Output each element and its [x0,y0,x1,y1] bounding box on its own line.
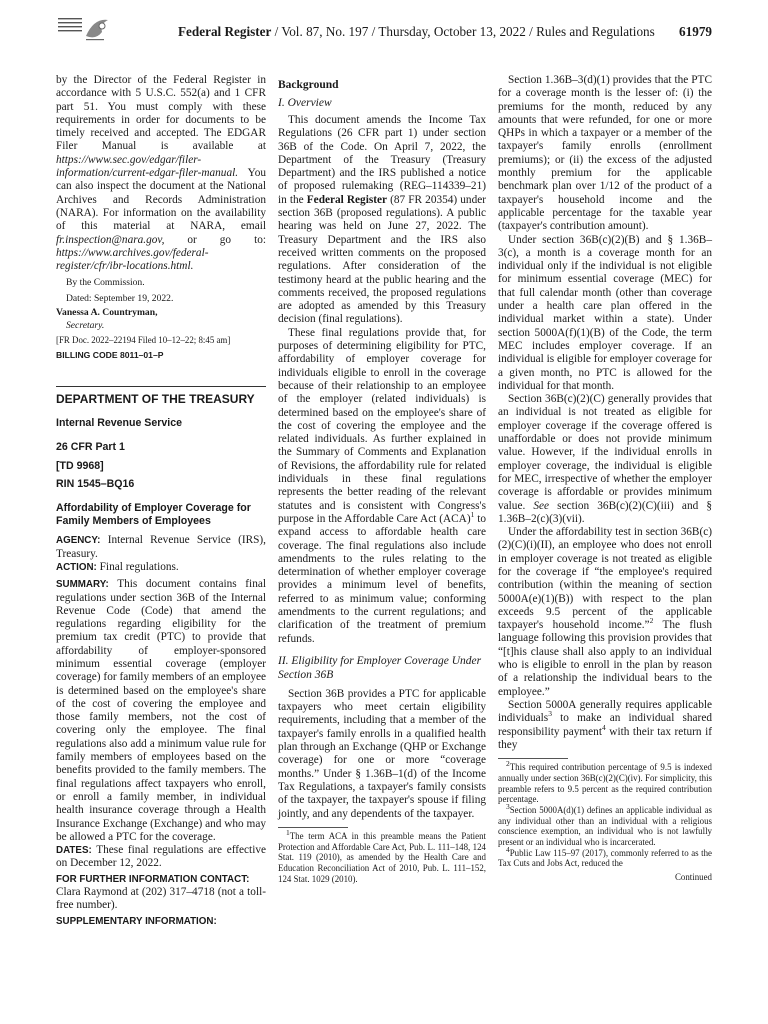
footnotes-col3 [498,759,712,869]
department-heading: DEPARTMENT OF THE TREASURY [56,386,266,406]
signer-title: Secretary. [66,320,105,332]
by-commission: By the Commission. [66,277,145,289]
signer-name: Vanessa A. Countryman, [56,306,158,318]
contact-text: Clara Raymond at (202) 317–4718 (not a toll-free number). [56,886,266,912]
footnote-4: $^4$Public Law 115–97 (2017), commonly referred to as the Tax Cuts and Jobs Act, reduced the [498,844,712,869]
intro-paragraph: by the Director of the Federal Register in accordance with 5 U.S.C. 552(a) and 1 CFR part 51. You must comply with these requirements in order for documents to be timely received and accepted. The EDGAR Filer Manual is available at https://www.sec.gov/edgar/filer-information/current-edgar-filer-manual. You can also inspect the document at the National Archives and Records Administration (NARA). For information on the availability of this material at NARA, email fr.inspection@nara.gov, or go to: https://www.archives.gov/federal-register/cfr/ibr-locations.html. [56,74,266,273]
column-3 [498,74,712,884]
edgar-manual-link[interactable]: https://www.sec.gov/edgar/filer-information/current-edgar-filer-manual. [56,153,239,180]
nara-email-link[interactable]: fr.inspection@nara.gov, [56,233,165,246]
page-header [56,14,712,50]
journal-name: Federal Register [178,24,272,39]
contact-label: FOR FURTHER INFORMATION CONTACT: [56,873,250,885]
dates-field: DATES: These final regulations are effective on December 12, 2022. [56,844,266,870]
section-2-paragraph: Section 36B provides a PTC for applicable taxpayers who meet certain eligibility requirements, including that a member of the taxpayer's family enrolls in a qualified health plan through an Exchange (QHP or Exchange coverage) for one or more “coverage months.” Under § 1.36B–1(d) of the Income Tax Regulations, a taxpayer's family consists of the taxpayer, the taxpayer's spouse if filing jointly, and any dependents of the taxpayer. [278,687,486,820]
col3-paragraph-4: Under the affordability test in section 36B(c)(2)(C)(i)(II), an employee who does not enroll in employer coverage is not treated as eligible for the coverage if “the employee's required contribution (within the meaning of section 5000A(e)(1)(B)) with respect to the plan exceeds 9.5 percent of the applicable taxpayer's household income.”$^2$ The flush language following this provision provides that “[t]his clause shall also apply to an individual who is eligible to enroll in the plan by reason of a relationship the individual bears to the employee.” [498,526,712,698]
fr-doc-line: [FR Doc. 2022–22194 Filed 10–12–22; 8:45 am] [56,334,231,345]
footnote-2: $^2$This required contribution percentage of 9.5 is indexed annually under section 36B(c)(2)(C)(iv). For simplicity, this preamble refers to 9.5 percent as the required contribution percentage. [498,759,712,805]
column-1 [56,74,266,928]
td-number: [TD 9968] [56,459,104,472]
footnote-ref-3[interactable]: 3 [548,709,552,719]
cfr-part-heading: 26 CFR Part 1 [56,441,125,454]
rin-number: RIN 1545–BQ16 [56,478,135,491]
overview-paragraph-1: This document amends the Income Tax Regulations (26 CFR part 1) under section 36B of the Code. On April 7, 2022, the Department of the Treasury (Treasury Department) and the IRS published a notice of proposed rulemaking (REG–114339–21) in the Federal Register (87 FR 20354) under section 36B (proposed regulations). A public hearing was held on June 27, 2022. The Treasury Department and the IRS also received written comments on the proposed regulations. After consideration of the testimony heard at the public hearing and the comments received, the proposed regulations are adopted as amended by this Treasury decision (final regulations). [278,114,486,326]
col3-paragraph-3: Section 36B(c)(2)(C) generally provides that an individual is not treated as eligible for employer coverage if the coverage offered is unaffordable or does not provide minimum value. However, if the individual enrolls in employer coverage, the individual is eligible for MEC, irrespective of whether the employer coverage is affordable or provides minimum value. See section 36B(c)(2)(C)(iii) and § 1.36B–2(c)(3)(vii). [498,393,712,525]
footnote-ref-1[interactable]: 1 [470,510,475,520]
gpo-authenticated-seal-icon [56,14,120,46]
rule-title: Affordability of Employer Coverage for Family Members of Employees [56,502,251,528]
footnote-ref-2[interactable]: 2 [649,616,654,626]
overview-heading: I. Overview [278,97,332,109]
footnote-ref-4[interactable]: 4 [601,722,606,732]
continued-marker: Continued [675,872,712,883]
col3-paragraph-2: Under section 36B(c)(2)(B) and § 1.36B–3(c), a month is a coverage month for an individual only if the individual is not eligible for minimum essential coverage (MEC) for that full calendar month (other than coverage under a health care plan offered in the individual market within a state). Under section 5000A(f)(1)(B) of the Code, the term MEC includes employer coverage. If an individual is eligible for employer coverage for a given month, no PTC is allowed for the individual for that month. [498,233,712,392]
col3-paragraph-5: Section 5000A generally requires applicable individuals$^3$ to make an individual shared responsibility payment$^4$ with their tax return if they [498,698,712,751]
col3-paragraph-1: Section 1.36B–3(d)(1) provides that the PTC for a coverage month is the lesser of: (i) the premiums for the month, reduced by any amounts that were refunded, for one or more QHPs in which a taxpayer or a member of the taxpayer's family enrolls (enrollment premiums); or (ii) the excess of the adjusted monthly premium for the applicable benchmark plan over 1/12 of the product of a taxpayer's household income and the applicable percentage for the taxable year (taxpayer's contribution amount). [498,74,712,233]
dated-line: Dated: September 19, 2022. [66,293,174,305]
action-field: ACTION: Final regulations. [56,560,179,573]
billing-code: BILLING CODE 8011–01–P [56,349,164,360]
header-citation [178,24,655,40]
summary-field: SUMMARY: This document contains final regulations under section 36B of the Internal Revenue Code (Code) that amend the regulations regarding eligibility for the premium tax credit (PTC) to provide that affordability of employer-sponsored minimum essential coverage (employer coverage) for family members of an employee is determined based on the employee's share of the cost of covering the employee and those family members, not the cost of covering only the employee. The final regulations also add a minimum value rule for family members of employees based on the benefits provided to the family members. The final regulations affect taxpayers who enroll, or enroll a family member, in individual health insurance coverage through a Health Insurance Exchange (Exchange) and who may be allowed a PTC for the coverage. [56,578,266,843]
supplementary-label: SUPPLEMENTARY INFORMATION: [56,915,217,927]
agency-field: AGENCY: Internal Revenue Service (IRS), Treasury. [56,534,266,560]
section-2-heading: II. Eligibility for Employer Coverage Under Section 36B [278,654,482,681]
background-heading: Background [278,79,339,91]
footnote-3: $^3$Section 5000A(d)(1) defines an applicable individual as any individual other than an individual with a religious conscience exemption, an individual who is not lawfully present or an individual who is incarcerated. [498,801,712,848]
footnote-1: $^1$The term ACA in this preamble means the Patient Protection and Affordable Care Act, Pub. L. 111–148, 124 Stat. 119 (2010), as amended by the Health Care and Education Reconciliation Act of 2010, Pub. L. 111–152, 124 Stat. 1029 (2010). [278,827,486,884]
footnotes-col2 [278,827,486,885]
volume-info: / Vol. 87, No. 197 / Thursday, October 13, 2022 / Rules and Regulations [271,24,655,39]
agency-name-heading: Internal Revenue Service [56,417,183,430]
nara-ibr-link[interactable]: https://www.archives.gov/federal-register/cfr/ibr-locations.html. [56,246,209,273]
overview-paragraph-2: These final regulations provide that, for purposes of determining eligibility for PTC, affordability of employer coverage for individuals eligible to enroll in the coverage because of their relationship to an employee of the employer (related individuals) is determined based on the employee's share of the cost of covering the employee and the related individuals. As further explained in the Summary of Comments and Explanation of Revisions, the affordability rule for related individuals in these final regulations represents the better reading of the relevant statutes and is consistent with Congress's purpose in the Affordable Care Act (ACA)$^1$ to expand access to affordable health care coverage. The final regulations also include amendments to the rules relating to the determination of whether employer coverage provides a minimum level of benefits, referred to as minimum value; conforming amendments to the current regulations; and clarification of the treatment of premium refunds. [278,326,486,645]
page-number: 61979 [679,24,712,39]
column-2 [278,74,486,884]
